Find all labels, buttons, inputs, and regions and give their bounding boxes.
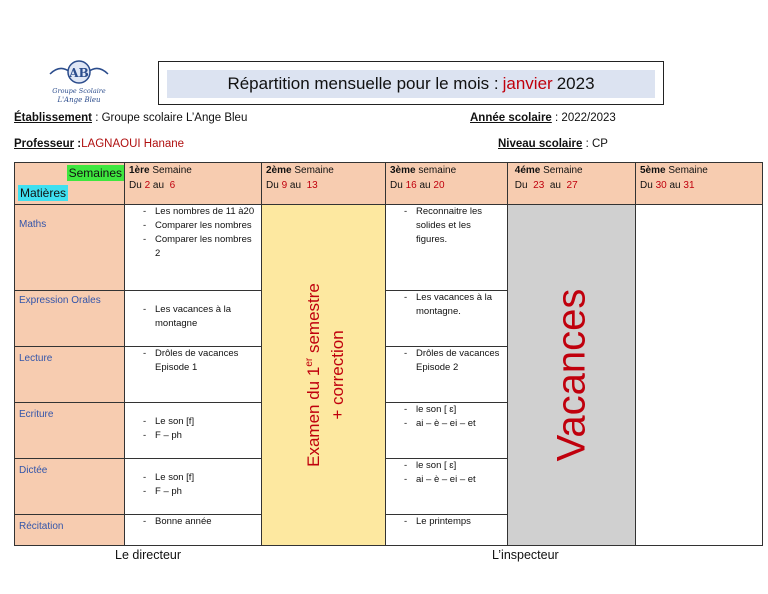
list-item: - F – ph [125, 429, 261, 443]
week-start: 9 [281, 180, 288, 191]
list-item: - ai – è – ei – et [386, 417, 507, 431]
week-end: 20 [433, 180, 445, 191]
week-header-3 [386, 163, 508, 205]
list-item: - Les vacances à la montagne. [386, 291, 507, 319]
week-header-2 [262, 163, 386, 205]
header-corner [15, 163, 125, 205]
row-maths [15, 205, 763, 291]
week-header-5 [636, 163, 763, 205]
exam-column [262, 205, 386, 546]
vacances-column [508, 205, 636, 546]
professeur-sep: : [77, 138, 82, 150]
subject-expression: Expression Orales [15, 291, 125, 347]
page-title [167, 70, 655, 98]
professeur-label: Professeur [14, 138, 75, 150]
week-num: 3ème [390, 165, 416, 176]
header-row [15, 163, 763, 205]
cell-expression-week1 [125, 291, 262, 347]
week-au: au [289, 180, 302, 191]
week-word: Semaine [543, 165, 583, 176]
week-au: au [549, 180, 561, 191]
week-du: Du [390, 180, 403, 191]
subject-dictee: Dictée [15, 459, 125, 515]
cell-lecture-week1 [125, 347, 262, 403]
week-start: 2 [144, 180, 151, 191]
list-item: - Reconnaitre les solides et les figures. [386, 205, 507, 247]
cell-ecriture-week1 [125, 403, 262, 459]
svg-text:Groupe Scolaire: Groupe Scolaire [52, 87, 106, 95]
week-start: 16 [405, 180, 417, 191]
subject-lecture: Lecture [15, 347, 125, 403]
svg-text:AB: AB [69, 66, 89, 80]
title-box [158, 61, 664, 105]
week5-empty-column [636, 205, 763, 546]
week-du: Du [640, 180, 653, 191]
list-item: - Les nombres de 11 à20 [125, 205, 261, 219]
cell-recitation-week1 [125, 515, 262, 546]
school-logo [46, 58, 112, 106]
etablissement-value: : Groupe scolaire L’Ange Bleu [95, 112, 248, 124]
week-word: Semaine [294, 165, 334, 176]
week-start: 30 [655, 180, 667, 191]
exam-line1: Examen du 1 [303, 366, 323, 467]
title-month: janvier [502, 74, 553, 93]
semaines-label: Semaines [68, 166, 122, 180]
signature-inspecteur: L’inspecteur [492, 548, 559, 562]
vacances-label: Vacances [549, 288, 593, 462]
week-header-1 [125, 163, 262, 205]
cell-maths-week1 [125, 205, 262, 291]
exam-label [298, 283, 350, 467]
list-item: - Les vacances à la montagne [125, 303, 261, 331]
week-end: 6 [169, 180, 176, 191]
annee-line [470, 112, 616, 124]
signature-directeur: Le directeur [115, 548, 182, 562]
cell-expression-week3 [386, 291, 508, 347]
subject-recitation: Récitation [15, 515, 125, 546]
etablissement-label: Établissement [14, 112, 92, 124]
list-item: - Le son [f] [125, 415, 261, 429]
week-du: Du [129, 180, 142, 191]
week-num: 4éme [514, 165, 541, 176]
list-item: - Comparer les nombres [125, 219, 261, 233]
week-end: 31 [683, 180, 695, 191]
etablissement-line [14, 112, 247, 124]
list-item: - le son [ ɛ] [386, 459, 507, 473]
list-item: - Drôles de vacances Episode 2 [386, 347, 507, 375]
exam-line2: + correction [327, 330, 347, 420]
professeur-value: LAGNAOUI Hanane [81, 138, 185, 150]
week-num: 5ème [640, 165, 666, 176]
list-item: - Drôles de vacances Episode 1 [125, 347, 261, 375]
week-word: semaine [418, 165, 457, 176]
week-au: au [419, 180, 431, 191]
list-item: - F – ph [125, 485, 261, 499]
week-word: Semaine [668, 165, 708, 176]
list-item: - le son [ ɛ] [386, 403, 507, 417]
week-start: 23 [533, 180, 545, 191]
subject-ecriture: Ecriture [15, 403, 125, 459]
week-num: 1ère [129, 165, 150, 176]
week-du: Du [266, 180, 279, 191]
cell-recitation-week3 [386, 515, 508, 546]
cell-dictee-week3 [386, 459, 508, 515]
exam-sup: er [303, 357, 315, 367]
week-au: au [669, 180, 681, 191]
list-item: - ai – è – ei – et [386, 473, 507, 487]
matieres-label: Matières [20, 186, 67, 200]
schedule-table [14, 162, 763, 546]
week-num: 2ème [266, 165, 292, 176]
professeur-line [14, 138, 184, 150]
niveau-label: Niveau scolaire [498, 138, 583, 150]
annee-label: Année scolaire [470, 112, 552, 124]
cell-maths-week3 [386, 205, 508, 291]
week-au: au [152, 180, 165, 191]
list-item: - Bonne année [125, 515, 261, 529]
title-year: 2023 [556, 74, 595, 93]
title-prefix: Répartition mensuelle pour le mois : [227, 74, 499, 93]
svg-text:L'Ange Bleu: L'Ange Bleu [57, 96, 101, 104]
cell-ecriture-week3 [386, 403, 508, 459]
week-end: 27 [566, 180, 578, 191]
week-end: 13 [306, 180, 318, 191]
list-item: - Le printemps [386, 515, 507, 529]
cell-dictee-week1 [125, 459, 262, 515]
subject-maths: Maths [15, 205, 125, 291]
week-header-4 [508, 163, 636, 205]
week-du: Du [514, 180, 528, 191]
list-item: - Comparer les nombres 2 [125, 233, 261, 261]
list-item: - Le son [f] [125, 471, 261, 485]
niveau-value: : CP [585, 138, 608, 150]
niveau-line [498, 138, 608, 150]
annee-value: : 2022/2023 [555, 112, 616, 124]
cell-lecture-week3 [386, 347, 508, 403]
week-word: Semaine [152, 165, 192, 176]
exam-line1-post: semestre [303, 283, 323, 358]
